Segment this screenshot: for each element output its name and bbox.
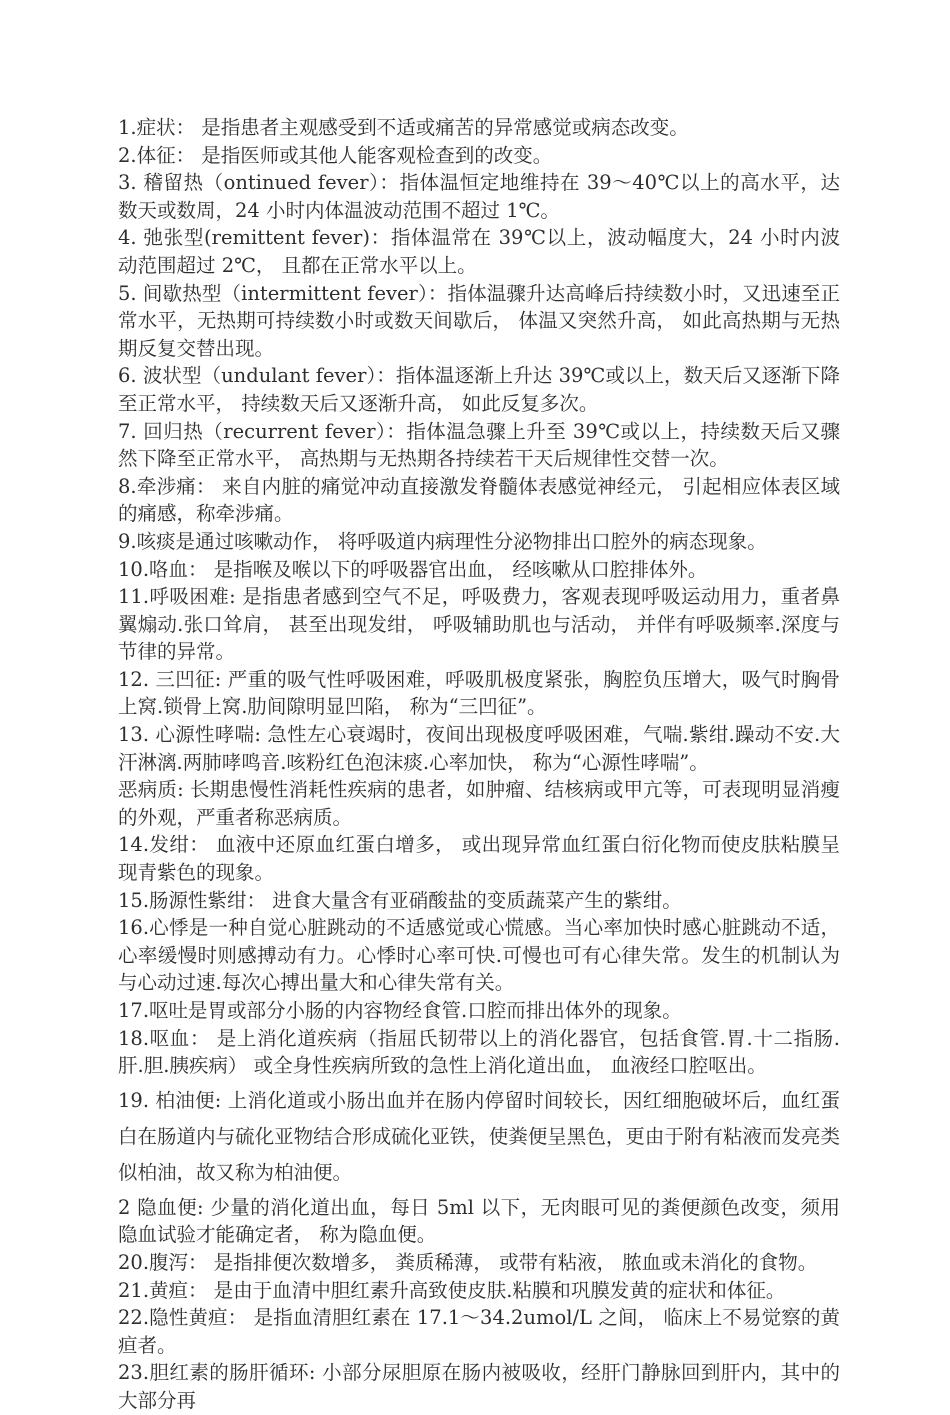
document-content xyxy=(118,114,840,1415)
definition-item-occult-blood-stool: 2 隐血便: 少量的消化道出血，每日 5ml 以下，无肉眼可见的粪便颜色改变，须用隐血试验才能确定者， 称为隐血便。 xyxy=(118,1195,840,1247)
definition-item-referred-pain: 8.牵涉痛： 来自内脏的痛觉冲动直接激发脊髓体表感觉神经元， 引起相应体表区域的痛感，称牵涉痛。 xyxy=(118,474,840,526)
definition-item-diarrhea: 20.腹泻： 是指排便次数增多， 粪质稀薄， 或带有粘液， 脓血或未消化的食物。 xyxy=(118,1250,818,1274)
definition-item-expectoration: 9.咳痰是通过咳嗽动作， 将呼吸道内病理性分泌物排出口腔外的病态现象。 xyxy=(118,529,767,553)
definition-item-jaundice: 21.黄疸： 是由于血清中胆红素升高致使皮肤.粘膜和巩膜发黄的症状和体征。 xyxy=(118,1278,786,1302)
definition-item-dyspnea: 11.呼吸困难: 是指患者感到空气不足，呼吸费力，客观表现呼吸运动用力，重者鼻翼煽动.张口耸肩， 甚至出现发绀， 呼吸辅助肌也与活动， 并伴有呼吸频率.深度与节律的异常。 xyxy=(118,585,840,664)
definition-item-cardiac-asthma: 13. 心源性哮喘: 急性左心衰竭时，夜间出现极度呼吸困难，气喘.紫绀.躁动不安.大汗淋漓.两肺哮鸣音.咳粉红色泡沫痰.心率加快， 称为“心源性哮喘”。 xyxy=(118,723,840,774)
definition-item-vomiting: 17.呕吐是胃或部分小肠的内容物经食管.口腔而排出体外的现象。 xyxy=(118,999,682,1022)
definition-item-hematemesis: 18.呕血： 是上消化道疾病（指屈氏韧带以上的消化器官，包括食管.胃.十二指肠.肝.胆.胰疾病） 或全身性疾病所致的急性上消化道出血， 血液经口腔呕出。 xyxy=(118,1026,840,1078)
definition-item-sign: 2.体征： 是指医师或其他人能客观检查到的改变。 xyxy=(118,143,553,167)
definition-item-palpitation: 16.心悸是一种自觉心脏跳动的不适感觉或心慌感。当心率加快时感心脏跳动不适，心率缓慢时则感搏动有力。心悸时心率可快.可慢也可有心律失常。发生的机制认为与心动过速.每次心搏出量大和心律失常有关。 xyxy=(118,916,840,995)
definition-item-intermittent-fever: 5. 间歇热型（intermittent fever）：指体温骤升达高峰后持续数小时，又迅速至正常水平，无热期可持续数小时或数天间歇后， 体温又突然升高， 如此高热期与无热期反复交替出现。 xyxy=(118,281,840,360)
definition-item-tarry-stool: 19. 柏油便: 上消化道或小肠出血并在肠内停留时间较长，因红细胞破坏后，血红蛋白在肠道内与硫化亚物结合形成硫化亚铁，使粪便呈黑色，更由于附有粘液而发亮类似柏油，故又称为柏油便。 xyxy=(118,1088,840,1184)
definition-item-cyanosis: 14.发绀： 血液中还原血红蛋白增多， 或出现异常血红蛋白衍化物而使皮肤粘膜呈现青紫色的现象。 xyxy=(118,833,840,885)
definition-item-symptom: 1.症状： 是指患者主观感受到不适或痛苦的异常感觉或病态改变。 xyxy=(118,116,689,139)
definition-item-recurrent-fever: 7. 回归热（recurrent fever）：指体温急骤上升至 39℃或以上，持续数天后又骤然下降至正常水平， 高热期与无热期各持续若干天后规律性交替一次。 xyxy=(118,419,840,471)
definition-item-cachexia: 恶病质: 长期患慢性消耗性疾病的患者，如肿瘤、结核病或甲亢等，可表现明显消瘦的外观，严重者称恶病质。 xyxy=(118,778,840,829)
definition-item-continued-fever: 3. 稽留热（ontinued fever）：指体温恒定地维持在 39～40℃以上的高水平，达数天或数周，24 小时内体温波动范围不超过 1℃。 xyxy=(118,171,840,222)
definition-item-hemoptysis: 10.咯血： 是指喉及喉以下的呼吸器官出血， 经咳嗽从口腔排体外。 xyxy=(118,557,708,581)
definition-item-remittent-fever: 4. 弛张型(remittent fever)：指体温常在 39℃以上，波动幅度大，24 小时内波动范围超过 2℃， 且都在正常水平以上。 xyxy=(118,226,840,277)
definition-item-latent-jaundice: 22.隐性黄疸： 是指血清胆红素在 17.1～34.2umol/L 之间， 临床上不易觉察的黄疸者。 xyxy=(118,1306,840,1357)
definition-item-enterogenous-cyanosis: 15.肠源性紫绀： 进食大量含有亚硝酸盐的变质蔬菜产生的紫绀。 xyxy=(118,888,682,912)
definition-item-three-depressions-sign: 12. 三凹征: 严重的吸气性呼吸困难，呼吸肌极度紧张，胸腔负压增大，吸气时胸骨上窝.锁骨上窝.肋间隙明显凹陷， 称为“三凹征”。 xyxy=(118,667,840,719)
definition-item-enterohepatic-circulation: 23.胆红素的肠肝循环: 小部分尿胆原在肠内被吸收，经肝门静脉回到肝内，其中的大部分再 xyxy=(118,1361,840,1412)
definition-item-undulant-fever: 6. 波状型（undulant fever）：指体温逐渐上升达 39℃或以上，数天后又逐渐下降至正常水平， 持续数天后又逐渐升高， 如此反复多次。 xyxy=(118,364,840,415)
